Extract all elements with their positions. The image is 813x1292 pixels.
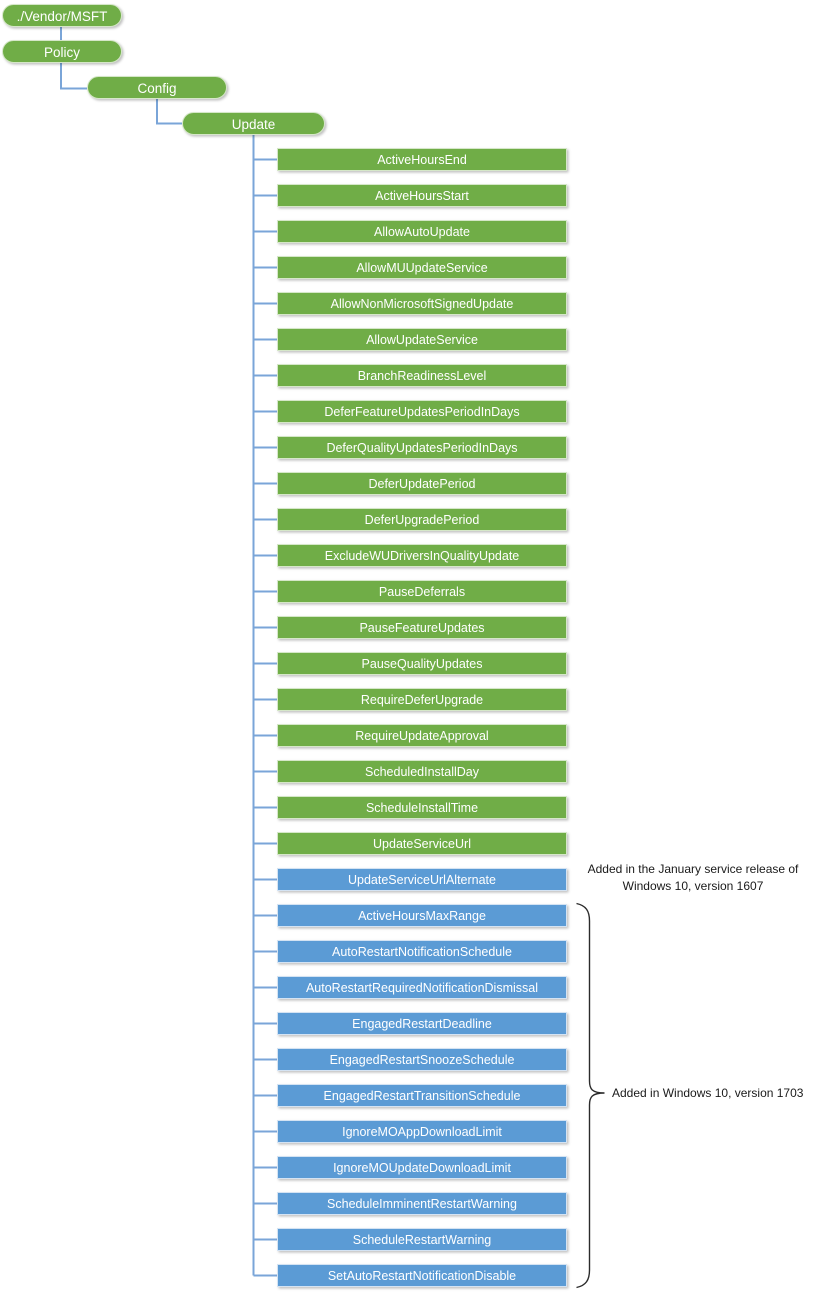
node-ScheduledInstallDay: ScheduledInstallDay bbox=[277, 760, 567, 783]
node-PauseDeferrals: PauseDeferrals bbox=[277, 580, 567, 603]
node-ActiveHoursEnd: ActiveHoursEnd bbox=[277, 148, 567, 171]
node-ActiveHoursMaxRange: ActiveHoursMaxRange bbox=[277, 904, 567, 927]
connector-policy-config bbox=[61, 63, 87, 89]
node-AutoRestartNotificationSchedule: AutoRestartNotificationSchedule bbox=[277, 940, 567, 963]
node-EngagedRestartTransitionSchedule: EngagedRestartTransitionSchedule bbox=[277, 1084, 567, 1107]
node-IgnoreMOAppDownloadLimit: IgnoreMOAppDownloadLimit bbox=[277, 1120, 567, 1143]
connector-config-update bbox=[157, 99, 182, 124]
node-AllowUpdateService: AllowUpdateService bbox=[277, 328, 567, 351]
node-RequireDeferUpgrade: RequireDeferUpgrade bbox=[277, 688, 567, 711]
node-AutoRestartRequiredNotificationDismissal: AutoRestartRequiredNotificationDismissal bbox=[277, 976, 567, 999]
node-policy: Policy bbox=[2, 40, 122, 63]
annotation-v1607-line1: Added in the January service release of bbox=[587, 862, 799, 876]
node-config: Config bbox=[87, 76, 227, 99]
annotation-v1703: Added in Windows 10, version 1703 bbox=[612, 1086, 804, 1100]
node-DeferUpgradePeriod: DeferUpgradePeriod bbox=[277, 508, 567, 531]
node-RequireUpdateApproval: RequireUpdateApproval bbox=[277, 724, 567, 747]
node-UpdateServiceUrl: UpdateServiceUrl bbox=[277, 832, 567, 855]
annotation-v1607-line2: Windows 10, version 1607 bbox=[622, 879, 764, 893]
node-ActiveHoursStart: ActiveHoursStart bbox=[277, 184, 567, 207]
node-AllowNonMicrosoftSignedUpdate: AllowNonMicrosoftSignedUpdate bbox=[277, 292, 567, 315]
node-ScheduleInstallTime: ScheduleInstallTime bbox=[277, 796, 567, 819]
node-update: Update bbox=[182, 112, 325, 135]
node-EngagedRestartDeadline: EngagedRestartDeadline bbox=[277, 1012, 567, 1035]
brace-version-1703 bbox=[577, 904, 605, 1288]
node-UpdateServiceUrlAlternate: UpdateServiceUrlAlternate bbox=[277, 868, 567, 891]
node-AllowMUUpdateService: AllowMUUpdateService bbox=[277, 256, 567, 279]
node-PauseFeatureUpdates: PauseFeatureUpdates bbox=[277, 616, 567, 639]
node-ScheduleImminentRestartWarning: ScheduleImminentRestartWarning bbox=[277, 1192, 567, 1215]
annotation-v1607 bbox=[583, 861, 803, 895]
leaf-connectors bbox=[254, 160, 278, 1276]
node-vendor-msft: ./Vendor/MSFT bbox=[2, 4, 122, 27]
node-AllowAutoUpdate: AllowAutoUpdate bbox=[277, 220, 567, 243]
node-EngagedRestartSnoozeSchedule: EngagedRestartSnoozeSchedule bbox=[277, 1048, 567, 1071]
node-SetAutoRestartNotificationDisable: SetAutoRestartNotificationDisable bbox=[277, 1264, 567, 1287]
node-DeferQualityUpdatesPeriodInDays: DeferQualityUpdatesPeriodInDays bbox=[277, 436, 567, 459]
node-BranchReadinessLevel: BranchReadinessLevel bbox=[277, 364, 567, 387]
node-PauseQualityUpdates: PauseQualityUpdates bbox=[277, 652, 567, 675]
node-ExcludeWUDriversInQualityUpdate: ExcludeWUDriversInQualityUpdate bbox=[277, 544, 567, 567]
node-DeferFeatureUpdatesPeriodInDays: DeferFeatureUpdatesPeriodInDays bbox=[277, 400, 567, 423]
node-ScheduleRestartWarning: ScheduleRestartWarning bbox=[277, 1228, 567, 1251]
node-IgnoreMOUpdateDownloadLimit: IgnoreMOUpdateDownloadLimit bbox=[277, 1156, 567, 1179]
node-DeferUpdatePeriod: DeferUpdatePeriod bbox=[277, 472, 567, 495]
